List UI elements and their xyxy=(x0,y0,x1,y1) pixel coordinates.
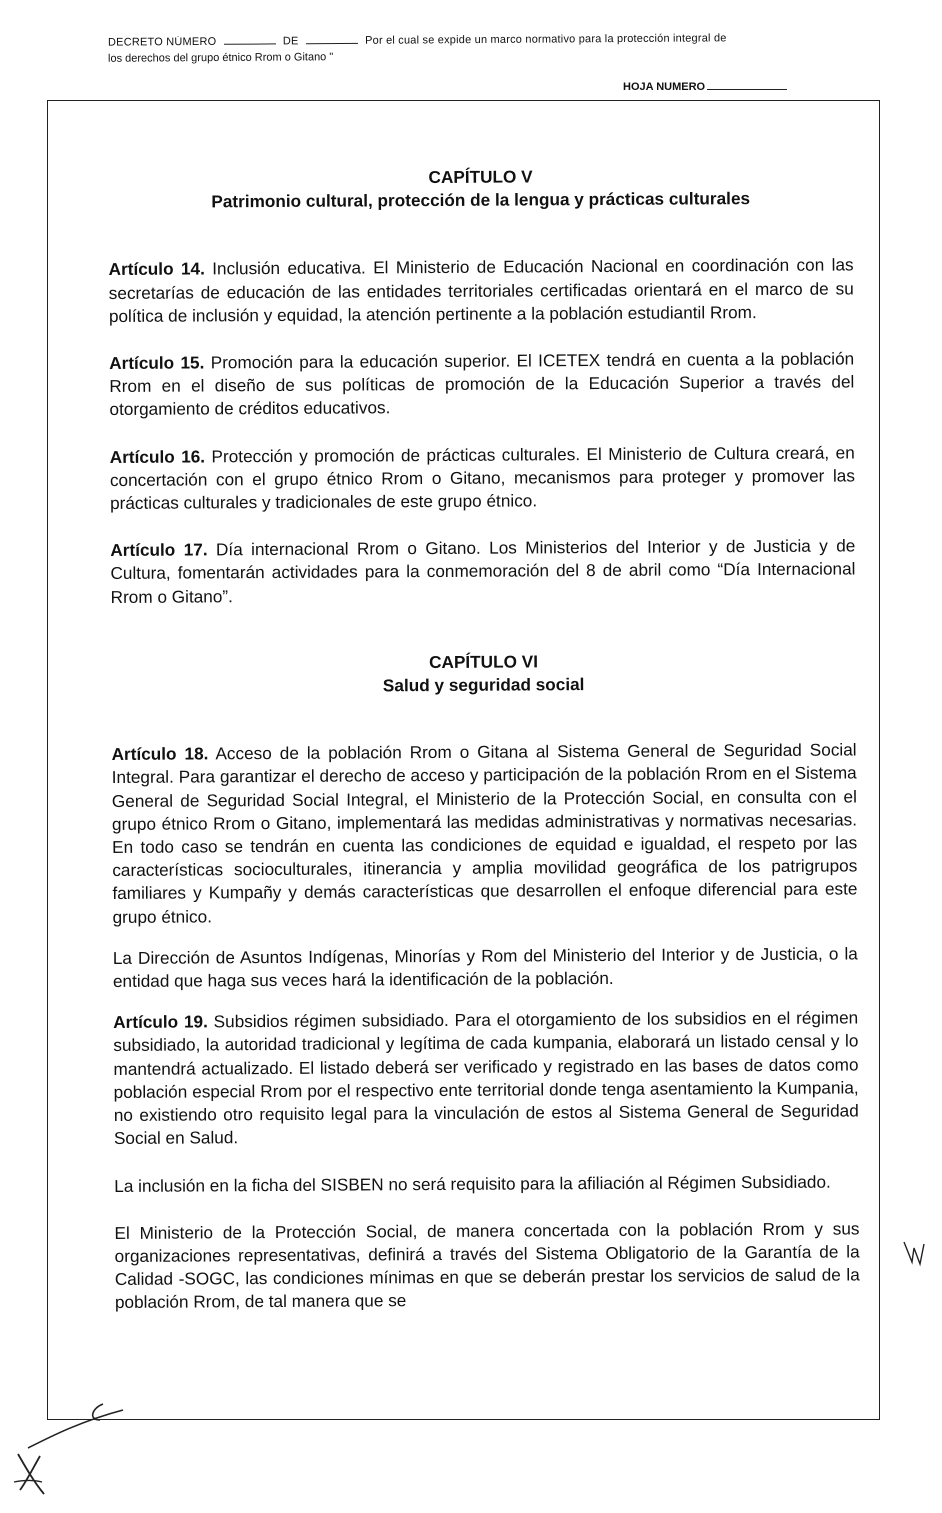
article-15-label: Artículo 15. xyxy=(109,352,205,374)
handwritten-signature xyxy=(8,1390,138,1500)
article-19-text: Subsidios régimen subsidiado. Para el otorgamiento de los subsidios en el régimen subsidiado, la autoridad tradicional y legítima de cada kumpania, elaborará un listado censal y lo mantendrá actualizado. El listado deberá ser verificado y registrado en las bases de datos como población especial Rrom por el respectivo ente territorial donde tenga asentamiento la Kumpania, no existiendo otro requisito legal para la vinculación de estos al Sistema General de Seguridad Social en Salud. xyxy=(113,1007,859,1149)
article-16 xyxy=(110,441,855,515)
decree-subject: Por el cual se expide un marco normativo para la protección integral de xyxy=(365,32,727,47)
article-14-text: Inclusión educativa. El Ministerio de Educación Nacional en coordinación con las secretarías de educación de las entidades territoriales certificadas orientará en el marco de su política de inclusión y equidad, la atención pertinente a la población estudiantil Rrom. xyxy=(108,254,854,326)
decree-number-blank xyxy=(224,35,276,44)
article-18-label: Artículo 18. xyxy=(111,743,209,765)
chapter-v-number: CAPÍTULO V xyxy=(428,166,533,188)
page-number-blank xyxy=(707,80,787,90)
chapter-v-title: Patrimonio cultural, protección de la lengua y prácticas culturales xyxy=(211,188,751,212)
hoja-label: HOJA NUMERO xyxy=(623,81,706,93)
article-14-label: Artículo 14. xyxy=(108,258,205,280)
decree-date-label: DE xyxy=(282,35,299,48)
article-16-label: Artículo 16. xyxy=(109,446,206,467)
article-19-paragraph-3: El Ministerio de la Protección Social, de manera concertada con la población Rrom y sus organizaciones representativas, definirá a través del Sistema Obligatorio de la Garantía de la Calidad -SOGC, las condiciones mínimas en que se deberán prestar los servicios de salud de la población Rrom, de tal manera que se xyxy=(114,1218,860,1313)
decree-date-blank xyxy=(306,35,358,44)
handwritten-margin-mark xyxy=(900,1238,930,1268)
chapter-vi-title: Salud y seguridad social xyxy=(382,674,585,696)
article-19 xyxy=(113,1007,859,1151)
chapter-vi-number: CAPÍTULO VI xyxy=(429,651,539,672)
article-19-label: Artículo 19. xyxy=(113,1011,208,1033)
article-16-text: Protección y promoción de prácticas culturales. El Ministerio de Cultura creará, en concertación con el grupo étnico Rrom o Gitano, mecanismos para proteger y promover las prácticas culturales y tradicionales de este grupo étnico. xyxy=(109,442,855,514)
article-18-paragraph-2: La Dirección de Asuntos Indígenas, Minorías y Rom del Ministerio del Interior y de Justicia, o la entidad que haga sus veces hará la identificación de la población. xyxy=(112,943,858,992)
article-15-text: Promoción para la educación superior. El ICETEX tendrá en cuenta a la población Rrom en el diseño de sus políticas de promoción de la Educación Superior a través del otorgamiento de créditos educativos. xyxy=(109,348,855,420)
decree-number-label: DECRETO NÚMERO xyxy=(107,35,217,49)
article-15 xyxy=(109,347,854,421)
article-18-text: Acceso de la población Rrom o Gitana al Sistema General de Seguridad Social Integral. Para garantizar el derecho de acceso y participación de la población Rrom en el Sistema General de Seguridad Social Integral, el Ministerio de la Protección Social, en consulta con el grupo étnico Rrom o Gitano, implementará las medidas administrativas y normativas necesarias. En todo caso se tendrán en cuenta las condiciones de equidad e igualdad, el respeto por las características socioculturales, itinerancia y amplia movilidad geográfica de los patrigrupos familiares y Kumpañy y demás características que desarrollen el enfoque diferencial para este grupo étnico. xyxy=(111,739,858,927)
article-17-text: Día internacional Rrom o Gitano. Los Ministerios del Interior y de Justicia y de Cultura, fomentarán actividades para la conmemoración del 8 de abril como “Día Internacional Rrom o Gitano”. xyxy=(110,535,856,607)
article-17-label: Artículo 17. xyxy=(110,539,208,561)
page-number-label xyxy=(623,80,787,93)
article-14 xyxy=(109,254,854,328)
decree-subject-continuation: los derechos del grupo étnico Rrom o Gitano " xyxy=(107,51,334,65)
document-body xyxy=(108,163,860,1314)
article-19-paragraph-2: La inclusión en la ficha del SISBEN no será requisito para la afiliación al Régimen Subsidiado. xyxy=(114,1171,831,1196)
article-18 xyxy=(112,739,858,929)
article-17 xyxy=(110,535,855,609)
decree-header-line xyxy=(108,31,853,50)
